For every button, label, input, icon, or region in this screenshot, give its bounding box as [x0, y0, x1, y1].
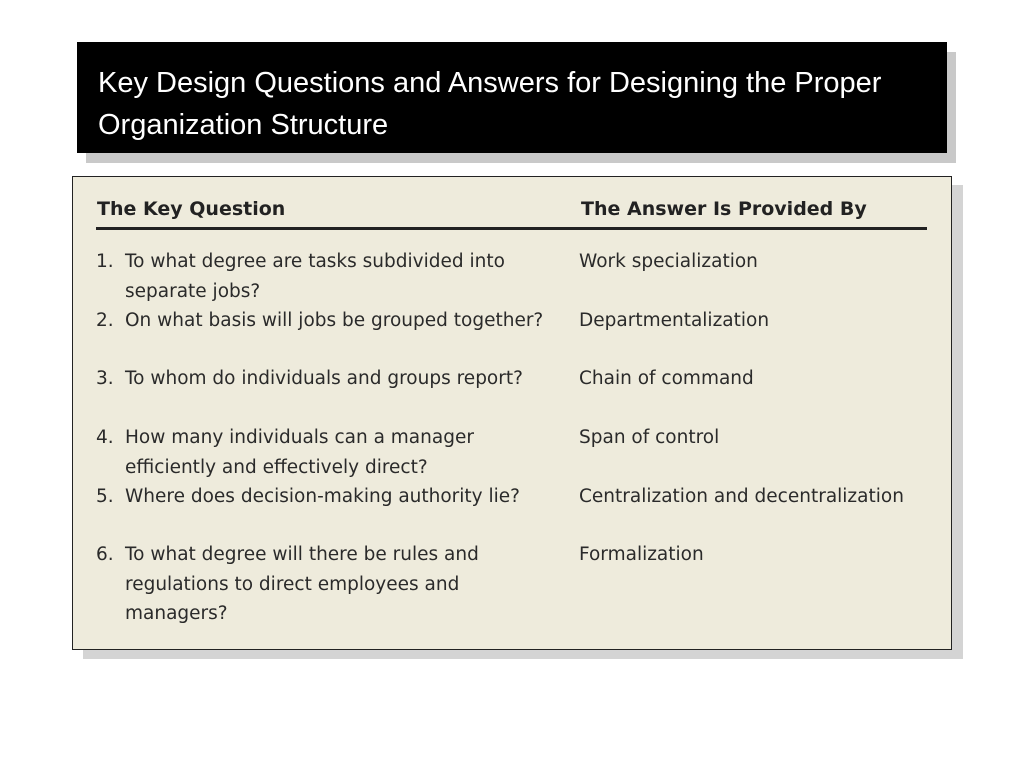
table-row	[96, 306, 936, 365]
design-questions-table	[72, 176, 952, 650]
row-number: 2.	[96, 309, 114, 331]
row-answer: Span of control	[579, 427, 720, 449]
row-number: 4.	[96, 427, 114, 449]
row-question: Where does decision-making authority lie?	[125, 485, 520, 507]
table-row	[96, 482, 936, 541]
row-number: 3.	[96, 368, 114, 390]
row-question: How many individuals can a manager efficiently and effectively direct?	[125, 427, 474, 478]
row-number: 5.	[96, 485, 114, 507]
row-answer: Formalization	[579, 544, 704, 566]
table-row	[96, 247, 936, 306]
slide-title: Key Design Questions and Answers for Designing the Proper Organization Structure	[98, 67, 882, 141]
row-question: On what basis will jobs be grouped together?	[125, 309, 544, 331]
table-row	[96, 423, 936, 482]
row-number: 6.	[96, 544, 114, 566]
row-number: 1.	[96, 251, 114, 272]
row-question: To what degree will there be rules and regulations to direct employees and managers?	[125, 544, 479, 625]
table-row	[96, 540, 936, 625]
table-body	[96, 247, 936, 625]
row-answer: Centralization and decentralization	[579, 485, 904, 507]
row-question: To what degree are tasks subdivided into separate jobs?	[125, 251, 505, 302]
column-header-answer: The Answer Is Provided By	[581, 198, 867, 220]
row-answer: Departmentalization	[579, 309, 770, 331]
column-header-question: The Key Question	[97, 198, 286, 220]
row-question: To whom do individuals and groups report?	[125, 368, 523, 390]
title-banner	[77, 42, 947, 153]
table-row	[96, 364, 936, 423]
row-answer: Work specialization	[579, 251, 758, 272]
table-header-row	[96, 197, 927, 230]
row-answer: Chain of command	[579, 368, 754, 390]
